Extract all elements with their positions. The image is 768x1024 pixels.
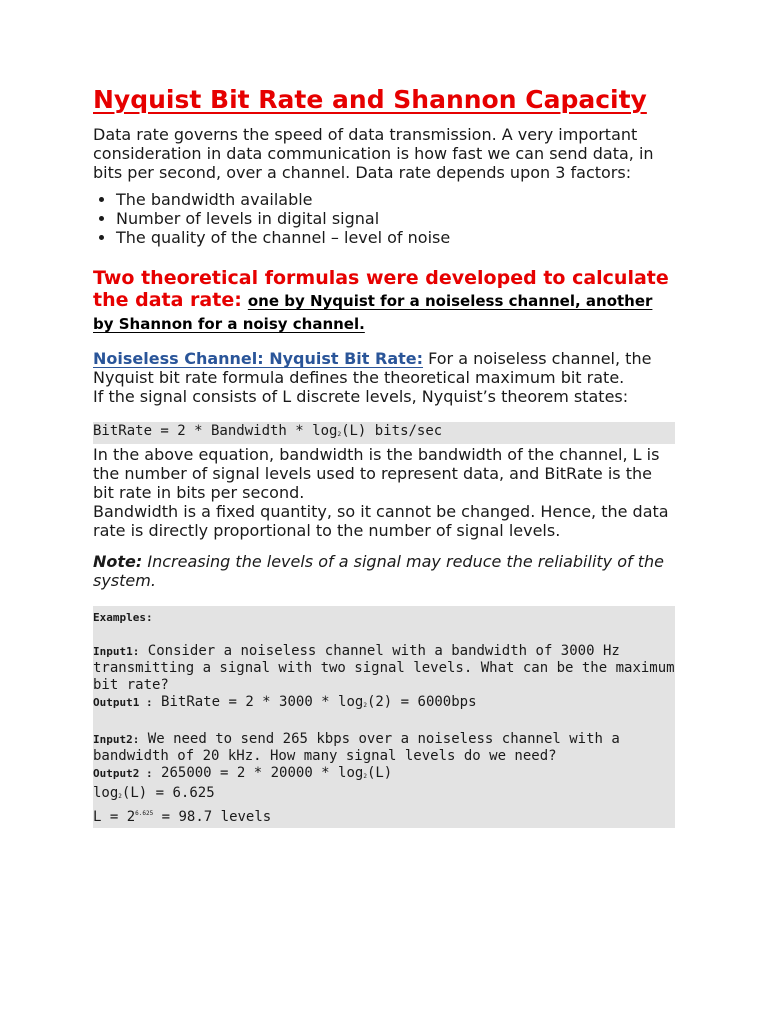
noiseless-section [93,349,677,406]
note-text: Increasing the levels of a signal may reduce the reliability of the system. [93,552,664,590]
example-output2 [93,765,675,785]
example-input1 [93,643,675,694]
output2-subscript: 2 [363,773,367,780]
factors-list [93,190,677,247]
input2-text: We need to send 265 kbps over a noiseless channel with a bandwidth of 20 kHz. How many signal levels do we need? [93,731,620,764]
example-input2 [93,731,675,765]
noiseless-description: For a noiseless channel, the Nyquist bit rate formula defines the theoretical maximum bit rate. [93,349,652,387]
document-page [93,84,677,828]
nyquist-formula [93,422,675,444]
bandwidth-fixed-text: Bandwidth is a fixed quantity, so it cannot be changed. Hence, the data rate is directly proportional to the number of signal levels. [93,502,669,540]
list-item: • Number of levels in digital signal [116,209,677,228]
example-output1 [93,694,675,714]
output2-part: 265000 = 2 * 20000 * log [152,765,364,781]
formula-part: BitRate = 2 * Bandwidth * log [93,423,338,439]
input1-text: Consider a noiseless channel with a bandwidth of 3000 Hz transmitting a signal with two signal levels. What can be the maximum bit rate? [93,643,675,693]
line2-part: log [93,785,119,801]
formulas-heading-sub: one by Nyquist for a noiseless channel, another by Shannon for a noisy channel. [93,292,653,333]
formulas-heading [93,267,677,335]
line2-part: (L) = 6.625 [121,785,215,801]
input1-label: Input1: [93,645,140,658]
intro-paragraph: Data rate governs the speed of data transmission. A very important consideration in data communication is how fast we can send data, in bits per second, over a channel. Data rate depends upon 3 factors: [93,125,654,182]
output1-part: BitRate = 2 * 3000 * log [152,694,364,710]
example-output2-line2 [93,785,675,805]
line3-part: L = 2 [93,809,136,825]
list-item: • The bandwidth available [116,190,677,209]
formula-subscript: 2 [337,431,342,438]
formulas-heading-main: Two theoretical formulas were developed to calculate the data rate: [93,267,669,311]
examples-block [93,606,675,828]
output1-subscript: 2 [363,702,367,709]
note-label: Note: [93,552,143,571]
output1-part: (2) = 6000bps [366,694,477,710]
output2-label: Output2 : [93,767,153,780]
output2-part: (L) [366,765,393,781]
list-item: • The quality of the channel – level of noise [116,228,677,247]
equation-explanation: In the above equation, bandwidth is the bandwidth of the channel, L is the number of signal levels used to represent data, and BitRate is the bit rate in bits per second. [93,445,660,502]
line2-subscript: 2 [118,793,122,800]
formula-part: (L) bits/sec [341,423,443,439]
line3-part: = 98.7 levels [153,809,272,825]
input2-label: Input2: [93,733,140,746]
page-title: Nyquist Bit Rate and Shannon Capacity [93,85,647,114]
example-output2-line3 [93,805,675,826]
output1-label: Output1 : [93,696,153,709]
noiseless-channel-link[interactable]: Noiseless Channel: Nyquist Bit Rate: [93,349,424,368]
examples-heading: Examples: [93,611,153,624]
line3-superscript: 6.625 [135,810,154,817]
nyquist-levels-text: If the signal consists of L discrete levels, Nyquist’s theorem states: [93,387,629,406]
note-paragraph [93,552,677,590]
